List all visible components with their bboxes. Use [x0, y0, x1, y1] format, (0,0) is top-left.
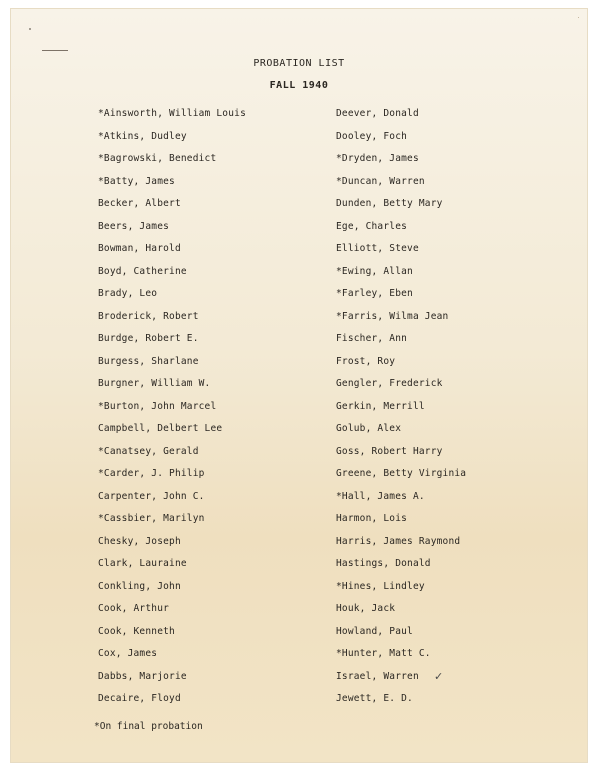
name-entry: *Bagrowski, Benedict [98, 153, 217, 164]
name-entry: Beers, James [98, 220, 170, 232]
name-entry: Burgess, Sharlane [98, 355, 199, 367]
name-entry: Frost, Roy [336, 355, 396, 367]
name-entry: Houk, Jack [336, 603, 396, 614]
name-entry: Cook, Kenneth [98, 625, 175, 637]
name-entry: Dooley, Foch [336, 130, 408, 142]
document-subtitle: FALL 1940 [269, 80, 329, 91]
name-entry: *Dryden, James [336, 153, 419, 164]
name-entry: Burdge, Robert E. [98, 333, 199, 344]
name-entry: Boyd, Catherine [98, 265, 187, 277]
name-entry: *Batty, James [98, 175, 175, 187]
name-entry: Decaire, Floyd [98, 693, 181, 704]
name-entry: *Cassbier, Marilyn [98, 513, 205, 524]
name-entry: Bowman, Harold [98, 243, 181, 254]
document-page [10, 8, 588, 763]
ink-dot [29, 28, 31, 30]
name-entry: Cook, Arthur [98, 603, 170, 614]
name-entry: Chesky, Joseph [98, 535, 181, 547]
name-entry: *Duncan, Warren [336, 175, 425, 187]
name-entry: Brady, Leo [98, 288, 158, 299]
name-entry: Cox, James [98, 648, 158, 659]
name-entry: *Hall, James A. [336, 490, 425, 502]
pencil-mark [42, 50, 68, 51]
name-entry: Greene, Betty Virginia [336, 468, 467, 479]
name-entry: *Farley, Eben [336, 288, 413, 299]
name-entry: *Canatsey, Gerald [98, 445, 199, 457]
name-entry: Fischer, Ann [336, 333, 408, 344]
check-mark-icon: ✓ [434, 670, 444, 683]
name-entry: Harmon, Lois [336, 513, 408, 524]
name-entry: Harris, James Raymond [336, 535, 461, 547]
name-entry: Gerkin, Merrill [336, 400, 425, 412]
name-entry: Carpenter, John C. [98, 490, 205, 502]
paper-speck [578, 17, 579, 18]
name-entry: Hastings, Donald [336, 558, 431, 569]
name-entry: *Burton, John Marcel [98, 400, 217, 412]
document-title: PROBATION LIST [253, 58, 345, 69]
name-entry: Elliott, Steve [336, 243, 419, 254]
name-entry: Conkling, John [98, 580, 181, 592]
name-entry: Deever, Donald [336, 108, 419, 119]
name-entry: *Carder, J. Philip [98, 468, 205, 479]
name-entry: *Ainsworth, William Louis [98, 108, 246, 119]
footnote: *On final probation [94, 721, 203, 732]
right-name-column [336, 103, 576, 711]
name-entry: Golub, Alex [336, 423, 402, 434]
name-entry: Becker, Albert [98, 198, 181, 209]
name-entry: *Hines, Lindley [336, 580, 425, 592]
name-entry: Broderick, Robert [98, 310, 199, 322]
name-entry: Clark, Lauraine [98, 558, 187, 569]
name-entry: *Atkins, Dudley [98, 130, 187, 142]
name-entry: Goss, Robert Harry [336, 445, 443, 457]
name-entry: Dunden, Betty Mary [336, 198, 443, 209]
name-entry: Ege, Charles [336, 220, 408, 232]
name-entry: Jewett, E. D. [336, 693, 413, 704]
left-name-column [98, 103, 328, 711]
name-entry: Dabbs, Marjorie [98, 670, 187, 682]
name-entry: Burgner, William W. [98, 378, 211, 389]
name-entry: Campbell, Delbert Lee [98, 423, 223, 434]
name-entry: Gengler, Frederick [336, 378, 443, 389]
name-entry: Howland, Paul [336, 625, 413, 637]
name-entry: *Farris, Wilma Jean [336, 310, 449, 322]
name-entry: Israel, Warren [336, 670, 419, 682]
name-entry: *Hunter, Matt C. [336, 648, 431, 659]
name-entry: *Ewing, Allan [336, 265, 413, 277]
